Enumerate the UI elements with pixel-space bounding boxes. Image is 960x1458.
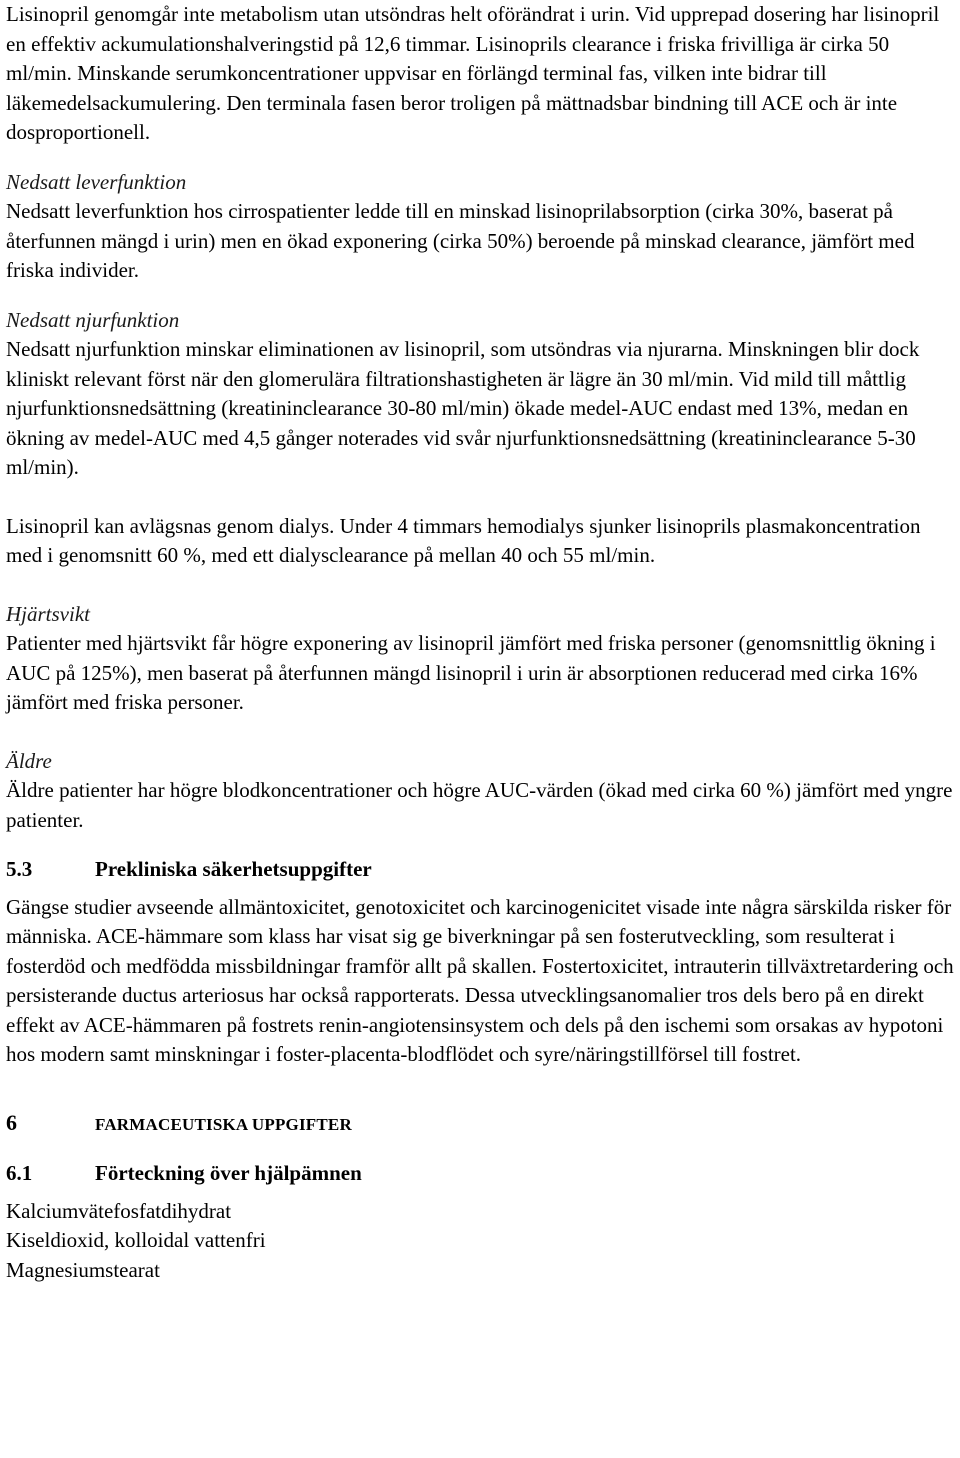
heading-5-3: [6, 855, 956, 885]
subheading-liver: Nedsatt leverfunktion: [6, 169, 187, 194]
subheading-elderly: Äldre: [6, 748, 52, 773]
section-title: Prekliniska säkerhetsuppgifter: [95, 857, 372, 881]
section-liver: [6, 168, 956, 286]
paragraph-kidney: Nedsatt njurfunktion minskar eliminationen av lisinopril, som utsöndras via njurarna. Minskningen blir dock kliniskt relevant först när den glomerulära filtrationshastigheten är lägre än 30 ml/min. Vid mild till måttlig njurfunktionsnedsättning (kreatininclearance 30-80 ml/min) ökade medel-AUC endast med 13%, medan en ökning av medel-AUC med 4,5 gånger noterades vid svår njurfunktionsnedsättning (kreatininclearance 5-30 ml/min).: [6, 337, 920, 479]
heading-6-1: [6, 1159, 956, 1189]
paragraph-preclinical: Gängse studier avseende allmäntoxicitet, genotoxicitet och karcinogenicitet visade inte några särskilda risker för människa. ACE-hämmare som klass har visat sig ge biverkningar på sen fosterutveckling, som resulterat i fosterdöd och medfödda missbildningar framför allt på skallen. Fostertoxicitet, intrauterin tillväxtretardering och persisterande ductus arteriosus har också rapporterats. Dessa utvecklingsanomalier tros dels bero på en direkt effekt av ACE-hämmaren på fostrets renin-angiotensinsystem och dels på den ischemi som orsakas av hypotoni hos modern samt minskningar i foster-placenta-blodflödet och syre/näringstillförsel till fostret.: [6, 894, 954, 1066]
heading-6: [6, 1108, 956, 1140]
list-item: Kalciumvätefosfatdihydrat: [6, 1198, 232, 1223]
section-number: 6: [6, 1109, 17, 1135]
paragraph-heart-failure: Patienter med hjärtsvikt får högre exponering av lisinopril jämfört med friska personer (genomsnittlig ökning i AUC på 125%), men baserat på återfunnen mängd lisinopril i urin är absorptionen reducerad med cirka 16% jämfört med friska personer.: [6, 631, 936, 714]
section-number: 6.1: [6, 1161, 33, 1185]
paragraph-liver: Nedsatt leverfunktion hos cirrospatienter ledde till en minskad lisinoprilabsorption (cirka 30%, baserat på återfunnen mängd i urin) men en ökad exponering (cirka 50%) beroende på minskad clearance, jämfört med friska individer.: [6, 199, 915, 282]
section-title: FARMACEUTISKA UPPGIFTER: [95, 1114, 352, 1134]
section-heart-failure: [6, 600, 956, 718]
paragraph-dialysis: Lisinopril kan avlägsnas genom dialys. Under 4 timmars hemodialys sjunker lisinoprils plasmakoncentration med i genomsnitt 60 %, med ett dialysclearance på mellan 40 och 55 ml/min.: [6, 513, 921, 567]
list-item: Magnesiumstearat: [6, 1257, 160, 1282]
paragraph-elderly: Äldre patienter har högre blodkoncentrationer och högre AUC-värden (ökad med cirka 60 %) jämfört med yngre patienter.: [6, 778, 953, 832]
section-elderly: [6, 747, 956, 836]
document-page: [6, 0, 956, 1285]
paragraph-elimination: Lisinopril genomgår inte metabolism utan utsöndras helt oförändrat i urin. Vid upprepad dosering har lisinopril en effektiv ackumulationshalveringstid på 12,6 timmar. Lisinoprils clearance i friska frivilliga är cirka 50 ml/min. Minskande serumkoncentrationer uppvisar en förlängd terminal fas, vilken inte bidrar till läkemedelsackumulering. Den terminala fasen beror troligen på mättnadsbar bindning till ACE och är inte dosproportionell.: [6, 2, 940, 144]
subheading-heart-failure: Hjärtsvikt: [6, 601, 90, 626]
section-kidney: [6, 306, 956, 483]
excipient-list: [6, 1197, 956, 1286]
section-title: Förteckning över hjälpämnen: [95, 1161, 362, 1185]
subheading-kidney: Nedsatt njurfunktion: [6, 307, 180, 332]
list-item: Kiseldioxid, kolloidal vattenfri: [6, 1228, 266, 1252]
section-number: 5.3: [6, 857, 33, 881]
